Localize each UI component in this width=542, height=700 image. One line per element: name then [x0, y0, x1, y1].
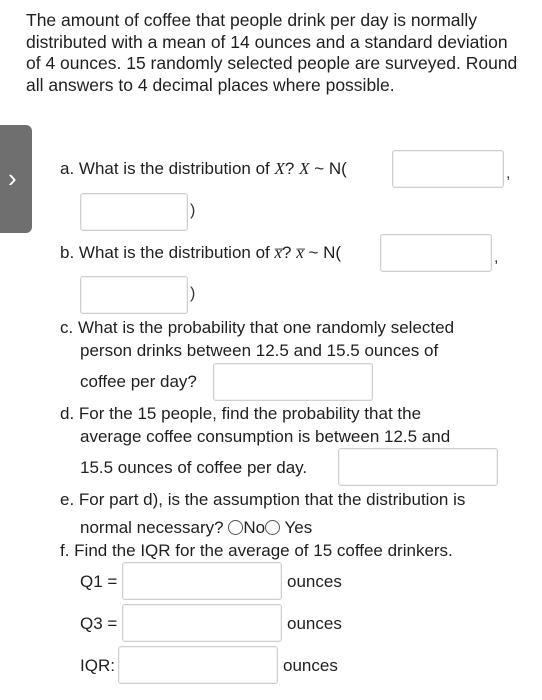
question-d-line3: 15.5 ounces of coffee per day.: [80, 458, 308, 477]
q3-label: Q3 =: [80, 614, 118, 633]
question-a: a. What is the distribution of X? X ~ N(: [60, 159, 347, 178]
question-b: b. What is the distribution of x̅? x̅ ~ N(: [60, 243, 342, 262]
qa-mean-input[interactable]: [392, 150, 504, 188]
side-panel-toggle[interactable]: [0, 125, 32, 233]
qc-probability-input[interactable]: [213, 363, 373, 401]
question-f: f. Find the IQR for the average of 15 coffee drinkers.: [60, 541, 453, 560]
q1-unit: ounces: [287, 572, 342, 591]
q1-label: Q1 =: [80, 572, 118, 591]
qa-sd-input[interactable]: [80, 193, 188, 231]
q1-input[interactable]: [122, 562, 282, 600]
qd-probability-input[interactable]: [338, 448, 498, 486]
iqr-input[interactable]: [118, 646, 278, 684]
problem-statement: The amount of coffee that people drink per day is normally distributed with a mean of 14 ounces and a standard deviation of 4 ounces. 15 randomly selected people are surveyed. Round all answers to 4 decimal places where possible.: [26, 10, 518, 95]
q3-unit: ounces: [287, 614, 342, 633]
question-e-line2: normal necessary? No Yes: [80, 518, 313, 537]
variable-x: X: [299, 159, 310, 178]
chevron-right-icon: ›: [8, 163, 17, 193]
question-c-line1: c. What is the probability that one randomly selected: [60, 318, 455, 337]
radio-yes[interactable]: [265, 520, 280, 535]
radio-no-label: No: [243, 518, 266, 537]
qb-mean-input[interactable]: [380, 234, 492, 272]
question-c-line3: coffee per day?: [80, 372, 197, 391]
variable-x: X: [274, 159, 285, 178]
q3-input[interactable]: [122, 604, 282, 642]
question-d-line1: d. For the 15 people, find the probability that the: [60, 404, 422, 423]
iqr-unit: ounces: [283, 656, 338, 675]
radio-no[interactable]: [228, 520, 243, 535]
variable-x-bar: x̅: [274, 243, 283, 262]
iqr-label: IQR:: [80, 656, 115, 675]
question-e-line1: e. For part d), is the assumption that the distribution is: [60, 490, 466, 509]
qb-sd-input[interactable]: [80, 276, 188, 314]
variable-x-bar: x̅: [296, 243, 304, 262]
question-c-line2: person drinks between 12.5 and 15.5 ounces of: [80, 341, 439, 360]
question-d-line2: average coffee consumption is between 12.5 and: [80, 427, 451, 446]
radio-yes-label: Yes: [284, 518, 313, 537]
